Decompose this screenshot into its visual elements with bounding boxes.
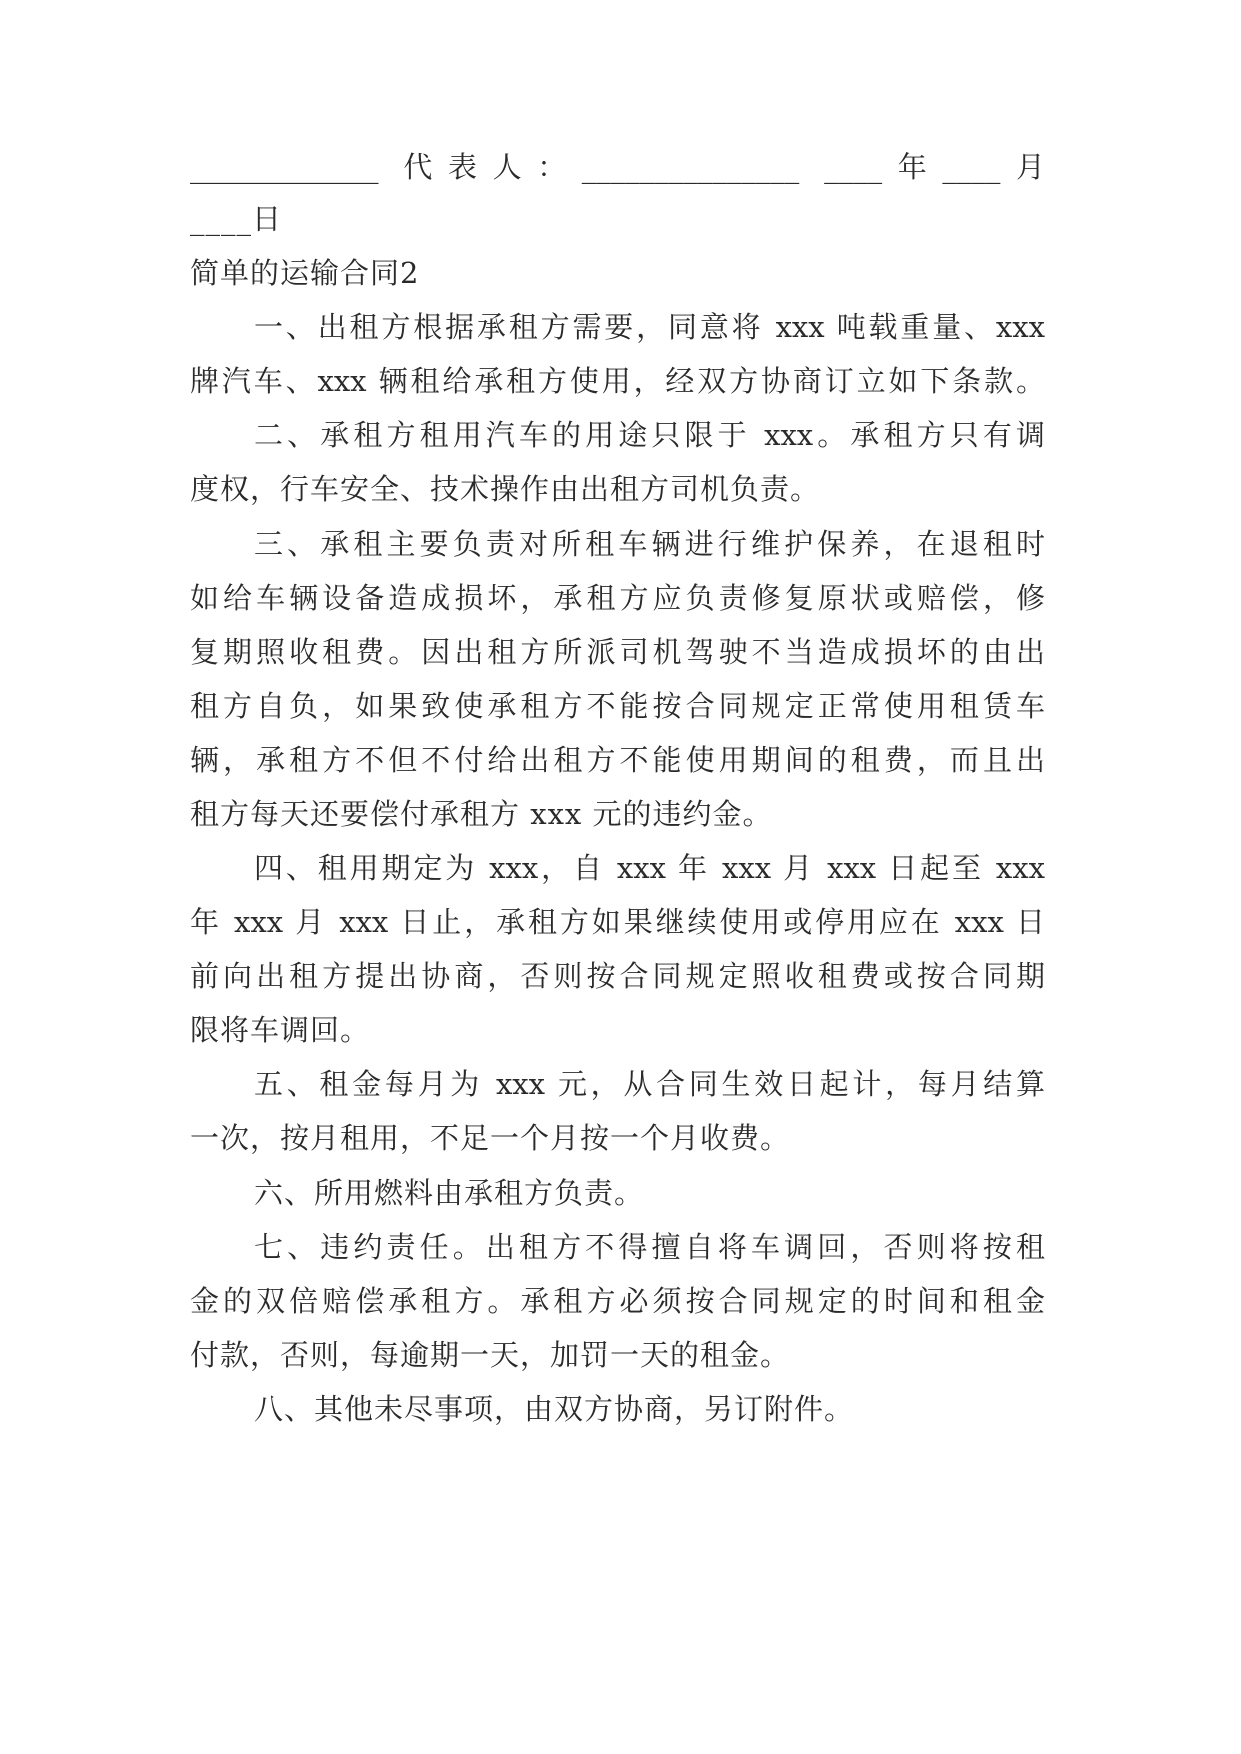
paragraph-line: 四、租用期定为 xxx，自 xxx 年 xxx 月 xxx 日起至 xxx (254, 851, 1045, 885)
document-title: 简单的运输合同2 (190, 256, 420, 290)
paragraph-line: 二、承租方租用汽车的用途只限于 xxx。承租方只有调 (254, 418, 1045, 452)
paragraph-line: 辆，承租方不但不付给出租方不能使用期间的租费，而且出 (190, 743, 1045, 777)
paragraph-line: 一、出租方根据承租方需要，同意将 xxx 吨载重量、xxx (254, 310, 1045, 344)
paragraph-line: 金的双倍赔偿承租方。承租方必须按合同规定的时间和租金 (190, 1284, 1045, 1318)
paragraph-line: 租方每天还要偿付承租方 xxx 元的违约金。 (190, 797, 773, 831)
paragraph-line: 度权，行车安全、技术操作由出租方司机负责。 (190, 472, 821, 506)
paragraph-line: 三、承租主要负责对所租车辆进行维护保养，在退租时 (254, 527, 1045, 561)
paragraph-line: 七、违约责任。出租方不得擅自将车调回，否则将按租 (254, 1230, 1045, 1264)
paragraph-line: 八、其他未尽事项，由双方协商，另订附件。 (254, 1392, 855, 1426)
paragraph-line: 如给车辆设备造成损坏，承租方应负责修复原状或赔偿，修 (190, 581, 1045, 615)
paragraph-line: 限将车调回。 (190, 1013, 371, 1047)
paragraph-line: 前向出租方提出协商，否则按合同规定照收租费或按合同期 (190, 959, 1045, 993)
paragraph-line: 牌汽车、xxx 辆租给承租方使用，经双方协商订立如下条款。 (190, 364, 1045, 398)
paragraph-line: 复期照收租费。因出租方所派司机驾驶不当造成损坏的由出 (190, 635, 1045, 669)
paragraph-line: 付款，否则，每逾期一天，加罚一天的租金。 (190, 1338, 791, 1372)
signature-line: _____________ 代表人：_______________ ____年____月 (190, 150, 1045, 184)
paragraph-line: 年 xxx 月 xxx 日止，承租方如果继续使用或停用应在 xxx 日 (190, 905, 1045, 939)
paragraph-line: 一次，按月租用，不足一个月按一个月收费。 (190, 1121, 791, 1155)
paragraph-line: 六、所用燃料由承租方负责。 (254, 1176, 645, 1210)
paragraph-line: 租方自负，如果致使承租方不能按合同规定正常使用租赁车 (190, 689, 1045, 723)
paragraph-line: 五、租金每月为 xxx 元，从合同生效日起计，每月结算 (254, 1067, 1045, 1101)
signature-day: ____日 (190, 202, 283, 236)
